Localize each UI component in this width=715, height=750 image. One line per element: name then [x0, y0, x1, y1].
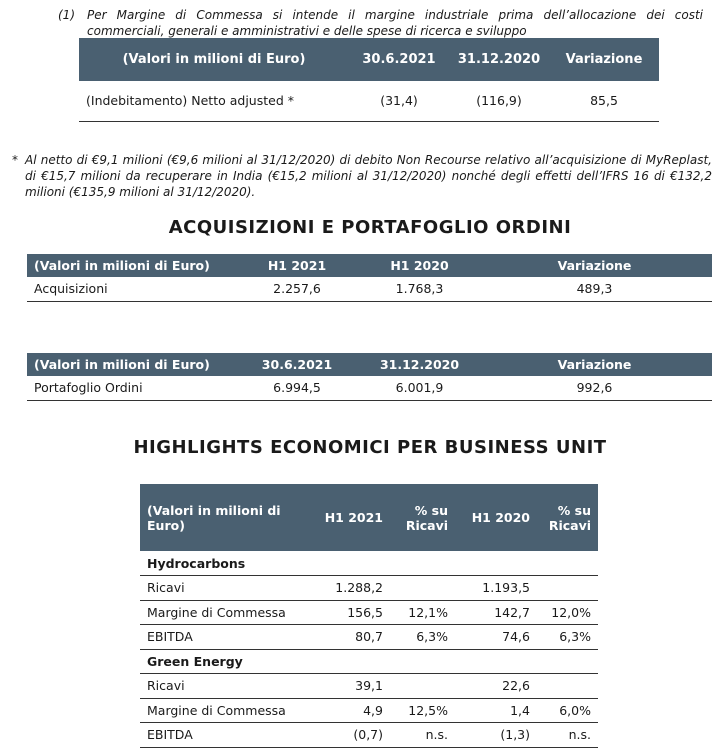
percent-cell: 6,3%: [537, 625, 598, 650]
value-cell: 142,7: [455, 600, 537, 625]
footnote-net-debt: [12, 152, 712, 200]
value-cell: 1.288,2: [300, 576, 390, 601]
header-cell: (Valori in milioni di Euro): [79, 38, 349, 81]
section-title-acquisizioni: ACQUISIZIONI E PORTAFOGLIO ORDINI: [168, 217, 572, 238]
section-label: Hydrocarbons: [140, 551, 598, 576]
section-title-highlights: HIGHLIGHTS ECONOMICI PER BUSINESS UNIT: [133, 437, 607, 458]
table-row: [27, 376, 712, 400]
header-cell: (Valori in milioni di Euro): [140, 484, 300, 551]
value-cell: 6.994,5: [232, 376, 362, 400]
percent-cell: [537, 576, 598, 601]
footnote-marker: *: [12, 153, 18, 167]
table-header-row: [27, 254, 712, 277]
header-cell: (Valori in milioni di Euro): [27, 254, 232, 277]
table-row: [27, 277, 712, 301]
percent-cell: n.s.: [390, 723, 455, 748]
table-row: [140, 576, 598, 601]
percent-cell: [390, 674, 455, 699]
value-cell: 1,4: [455, 698, 537, 723]
table-row: [140, 698, 598, 723]
value-cell: 39,1: [300, 674, 390, 699]
value-cell: 80,7: [300, 625, 390, 650]
row-label: EBITDA: [140, 723, 300, 748]
header-cell: % su Ricavi: [390, 484, 455, 551]
header-cell: Variazione: [477, 254, 712, 277]
backlog-table: [27, 353, 712, 401]
percent-cell: 12,0%: [537, 600, 598, 625]
table-row: [140, 723, 598, 748]
percent-cell: 6,0%: [537, 698, 598, 723]
value-cell: 85,5: [549, 81, 659, 121]
row-label: Ricavi: [140, 576, 300, 601]
row-label: (Indebitamento) Netto adjusted *: [79, 81, 349, 121]
percent-cell: n.s.: [537, 723, 598, 748]
footnote-text: Al netto di €9,1 milioni (€9,6 milioni al 31/12/2020) di debito Non Recourse relativo all’acquisizione di MyReplast, di €15,7 milioni da recuperare in India (€15,2 milioni al 31/12/2020) nonché degli effetti dell’IFRS 16 di €132,2 milioni (€135,9 milioni al 31/12/2020).: [25, 153, 712, 199]
value-cell: 156,5: [300, 600, 390, 625]
header-cell: 30.6.2021: [232, 353, 362, 376]
value-cell: 992,6: [477, 376, 712, 400]
section-label: Green Energy: [140, 649, 598, 674]
row-label: Margine di Commessa: [140, 600, 300, 625]
percent-cell: [390, 576, 455, 601]
header-cell: (Valori in milioni di Euro): [27, 353, 232, 376]
header-cell: H1 2021: [232, 254, 362, 277]
percent-cell: [537, 674, 598, 699]
table-row: [140, 600, 598, 625]
row-label: Ricavi: [140, 674, 300, 699]
row-label: Acquisizioni: [27, 277, 232, 301]
row-label: Margine di Commessa: [140, 698, 300, 723]
header-cell: 31.12.2020: [362, 353, 477, 376]
table-row: [79, 81, 659, 121]
percent-cell: 6,3%: [390, 625, 455, 650]
footnote-number: (1): [58, 8, 75, 22]
percent-cell: 12,1%: [390, 600, 455, 625]
value-cell: (0,7): [300, 723, 390, 748]
value-cell: 489,3: [477, 277, 712, 301]
value-cell: (31,4): [349, 81, 449, 121]
table-row: [140, 674, 598, 699]
header-cell: Variazione: [477, 353, 712, 376]
header-cell: H1 2020: [455, 484, 537, 551]
header-cell: % su Ricavi: [537, 484, 598, 551]
net-debt-table: [79, 38, 659, 122]
value-cell: 22,6: [455, 674, 537, 699]
value-cell: 74,6: [455, 625, 537, 650]
value-cell: 2.257,6: [232, 277, 362, 301]
header-cell: 30.6.2021: [349, 38, 449, 81]
value-cell: 1.193,5: [455, 576, 537, 601]
row-label: EBITDA: [140, 625, 300, 650]
percent-cell: 12,5%: [390, 698, 455, 723]
row-label: Portafoglio Ordini: [27, 376, 232, 400]
table-header-row: [140, 484, 598, 551]
header-cell: Variazione: [549, 38, 659, 81]
value-cell: 1.768,3: [362, 277, 477, 301]
section-row-hydrocarbons: [140, 551, 598, 576]
value-cell: (1,3): [455, 723, 537, 748]
footnote-text: Per Margine di Commessa si intende il margine industriale prima dell’allocazione dei costi commerciali, generali e amministrativi e delle spese di ricerca e sviluppo: [87, 8, 703, 38]
footnote-margine-commessa: [58, 7, 703, 39]
acquisitions-table: [27, 254, 712, 302]
header-cell: H1 2021: [300, 484, 390, 551]
table-header-row: [79, 38, 659, 81]
section-row-green-energy: [140, 649, 598, 674]
value-cell: 6.001,9: [362, 376, 477, 400]
business-unit-table: [140, 484, 598, 748]
value-cell: 4,9: [300, 698, 390, 723]
table-header-row: [27, 353, 712, 376]
header-cell: 31.12.2020: [449, 38, 549, 81]
value-cell: (116,9): [449, 81, 549, 121]
header-cell: H1 2020: [362, 254, 477, 277]
table-row: [140, 625, 598, 650]
